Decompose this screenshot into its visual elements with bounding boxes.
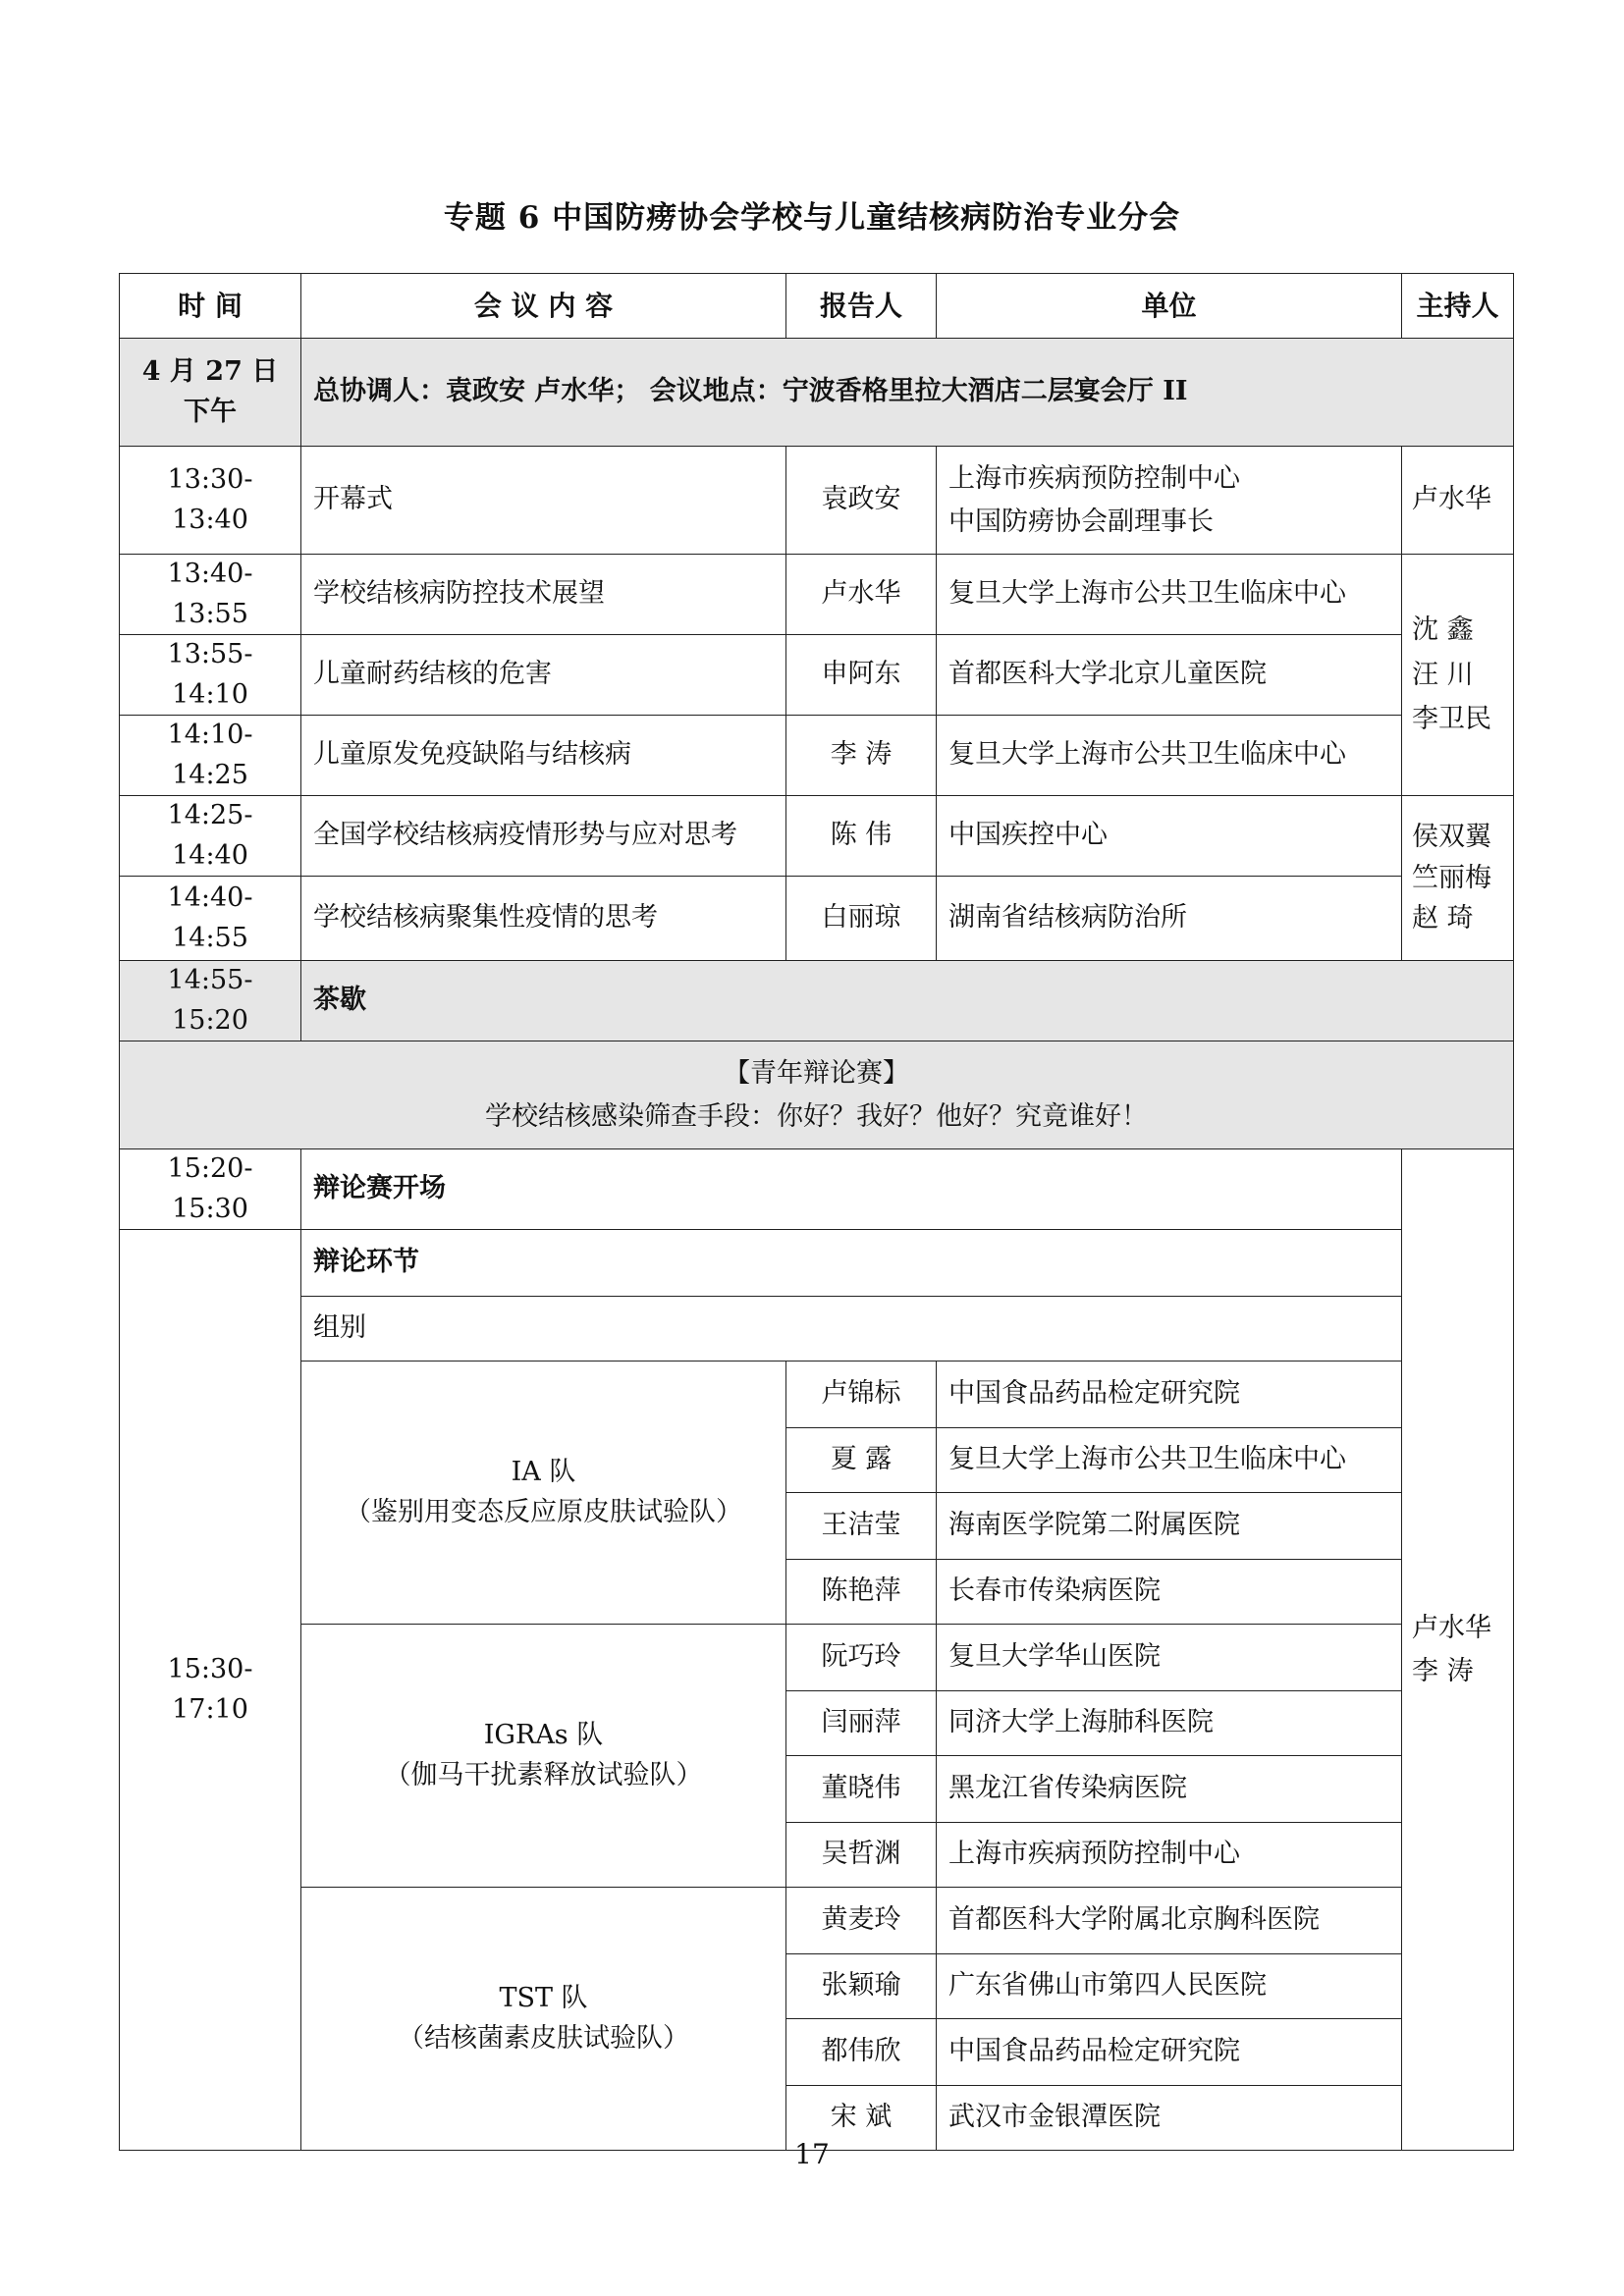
member-name: 闫丽萍 xyxy=(786,1691,937,1756)
chairs-group-2 xyxy=(1402,796,1514,961)
member-name: 张颖瑜 xyxy=(786,1954,937,2019)
table-row xyxy=(120,635,1514,716)
chair-name: 赵 琦 xyxy=(1412,903,1474,934)
member-unit: 广东省佛山市第四人民医院 xyxy=(937,1954,1402,2019)
row-unit: 湖南省结核病防治所 xyxy=(937,877,1402,961)
page-number: 17 xyxy=(794,2138,830,2170)
member-name: 夏 露 xyxy=(786,1428,937,1493)
row-content: 开幕式 xyxy=(301,447,786,555)
member-name: 阮巧玲 xyxy=(786,1625,937,1691)
debate-group-label: 组别 xyxy=(301,1297,1402,1362)
session-info: 总协调人：袁政安 卢水华； 会议地点：宁波香格里拉大酒店二层宴会厅 II xyxy=(301,339,1514,447)
chair-name: 竺丽梅 xyxy=(1412,862,1491,893)
session-date xyxy=(120,339,301,447)
row-unit-line: 中国防痨协会副理事长 xyxy=(948,506,1214,537)
row-unit xyxy=(937,447,1402,555)
row-time: 13:40-13:55 xyxy=(120,555,301,635)
row-content: 学校结核病聚集性疫情的思考 xyxy=(301,877,786,961)
row-unit: 中国疾控中心 xyxy=(937,796,1402,877)
debate-banner xyxy=(120,1041,1514,1149)
table-row xyxy=(120,447,1514,555)
debate-main-time: 15:30-17:10 xyxy=(120,1230,301,2151)
member-unit: 中国食品药品检定研究院 xyxy=(937,1362,1402,1428)
member-unit: 中国食品药品检定研究院 xyxy=(937,2019,1402,2086)
chair-name: 汪 川 xyxy=(1412,659,1474,690)
debate-chairs xyxy=(1402,1149,1514,2151)
table-row xyxy=(120,716,1514,796)
table-row xyxy=(120,877,1514,961)
chair-name: 侯双翼 xyxy=(1412,821,1491,852)
header-row xyxy=(120,274,1514,339)
row-content: 儿童耐药结核的危害 xyxy=(301,635,786,716)
member-name: 吴哲渊 xyxy=(786,1823,937,1888)
row-unit: 首都医科大学北京儿童医院 xyxy=(937,635,1402,716)
team-igras xyxy=(301,1625,786,1888)
table-row xyxy=(120,796,1514,877)
header-speaker: 报告人 xyxy=(786,274,937,339)
chair-name: 李 涛 xyxy=(1412,1655,1474,1686)
row-time: 13:55-14:10 xyxy=(120,635,301,716)
team-member-row xyxy=(120,1625,1514,1691)
row-speaker: 袁政安 xyxy=(786,447,937,555)
member-unit: 同济大学上海肺科医院 xyxy=(937,1691,1402,1756)
debate-section-row xyxy=(120,1230,1514,1297)
team-member-row xyxy=(120,1362,1514,1428)
row-speaker: 李 涛 xyxy=(786,716,937,796)
chair-name: 李卫民 xyxy=(1412,704,1491,735)
tea-break-time: 14:55-15:20 xyxy=(120,961,301,1041)
debate-heading: 【青年辩论赛】 xyxy=(724,1058,909,1090)
member-unit: 长春市传染病医院 xyxy=(937,1560,1402,1625)
row-unit: 复旦大学上海市公共卫生临床中心 xyxy=(937,555,1402,635)
debate-section-label: 辩论环节 xyxy=(301,1230,1402,1297)
member-unit: 首都医科大学附属北京胸科医院 xyxy=(937,1888,1402,1954)
member-name: 宋 斌 xyxy=(786,2086,937,2151)
row-content: 学校结核病防控技术展望 xyxy=(301,555,786,635)
session-date-text: 4 月 27 日 xyxy=(141,356,279,387)
row-time: 13:30-13:40 xyxy=(120,447,301,555)
row-time: 14:10-14:25 xyxy=(120,716,301,796)
chair-name: 沈 鑫 xyxy=(1412,614,1474,645)
row-speaker: 申阿东 xyxy=(786,635,937,716)
header-chair: 主持人 xyxy=(1402,274,1514,339)
debate-group-row xyxy=(120,1297,1514,1362)
team-desc: （鉴别用变态反应原皮肤试验队） xyxy=(345,1496,742,1527)
member-name: 陈艳萍 xyxy=(786,1560,937,1625)
member-name: 黄麦玲 xyxy=(786,1888,937,1954)
row-speaker: 卢水华 xyxy=(786,555,937,635)
team-tst xyxy=(301,1888,786,2151)
table-row xyxy=(120,555,1514,635)
tea-break-row xyxy=(120,961,1514,1041)
member-unit: 黑龙江省传染病医院 xyxy=(937,1756,1402,1823)
chairs-group-1 xyxy=(1402,555,1514,796)
row-content: 全国学校结核病疫情形势与应对思考 xyxy=(301,796,786,877)
debate-opening-row xyxy=(120,1149,1514,1230)
debate-opening-time: 15:20-15:30 xyxy=(120,1149,301,1230)
member-unit: 复旦大学华山医院 xyxy=(937,1625,1402,1691)
member-name: 王洁莹 xyxy=(786,1493,937,1560)
member-unit: 上海市疾病预防控制中心 xyxy=(937,1823,1402,1888)
debate-topic: 学校结核感染筛查手段：你好？我好？他好？究竟谁好！ xyxy=(485,1100,1148,1132)
team-desc: （伽马干扰素释放试验队） xyxy=(384,1759,703,1790)
debate-banner-row xyxy=(120,1041,1514,1149)
debate-opening-label: 辩论赛开场 xyxy=(301,1149,1402,1230)
header-content: 会 议 内 容 xyxy=(301,274,786,339)
row-time: 14:25-14:40 xyxy=(120,796,301,877)
row-time: 14:40-14:55 xyxy=(120,877,301,961)
row-chair: 卢水华 xyxy=(1402,447,1514,555)
member-name: 都伟欣 xyxy=(786,2019,937,2086)
member-name: 卢锦标 xyxy=(786,1362,937,1428)
team-desc: （结核菌素皮肤试验队） xyxy=(398,2022,689,2054)
team-name: TST 队 xyxy=(499,1983,588,2013)
row-content: 儿童原发免疫缺陷与结核病 xyxy=(301,716,786,796)
row-speaker: 白丽琼 xyxy=(786,877,937,961)
row-unit-line: 上海市疾病预防控制中心 xyxy=(948,463,1240,495)
member-name: 董晓伟 xyxy=(786,1756,937,1823)
member-unit: 复旦大学上海市公共卫生临床中心 xyxy=(937,1428,1402,1493)
team-name: IGRAs 队 xyxy=(483,1720,604,1750)
session-period-text: 下午 xyxy=(184,396,237,427)
tea-break-label: 茶歇 xyxy=(301,961,1514,1041)
member-unit: 武汉市金银潭医院 xyxy=(937,2086,1402,2151)
row-speaker: 陈 伟 xyxy=(786,796,937,877)
header-time: 时 间 xyxy=(120,274,301,339)
chair-name: 卢水华 xyxy=(1412,1613,1491,1644)
page-title: 专题 6 中国防痨协会学校与儿童结核病防治专业分会 xyxy=(443,200,1181,236)
member-unit: 海南医学院第二附属医院 xyxy=(937,1493,1402,1560)
team-name: IA 队 xyxy=(511,1457,576,1487)
team-member-row xyxy=(120,1888,1514,1954)
session-row xyxy=(120,339,1514,447)
row-unit: 复旦大学上海市公共卫生临床中心 xyxy=(937,716,1402,796)
header-unit: 单位 xyxy=(937,274,1402,339)
agenda-table xyxy=(119,273,1514,2151)
team-ia xyxy=(301,1362,786,1625)
